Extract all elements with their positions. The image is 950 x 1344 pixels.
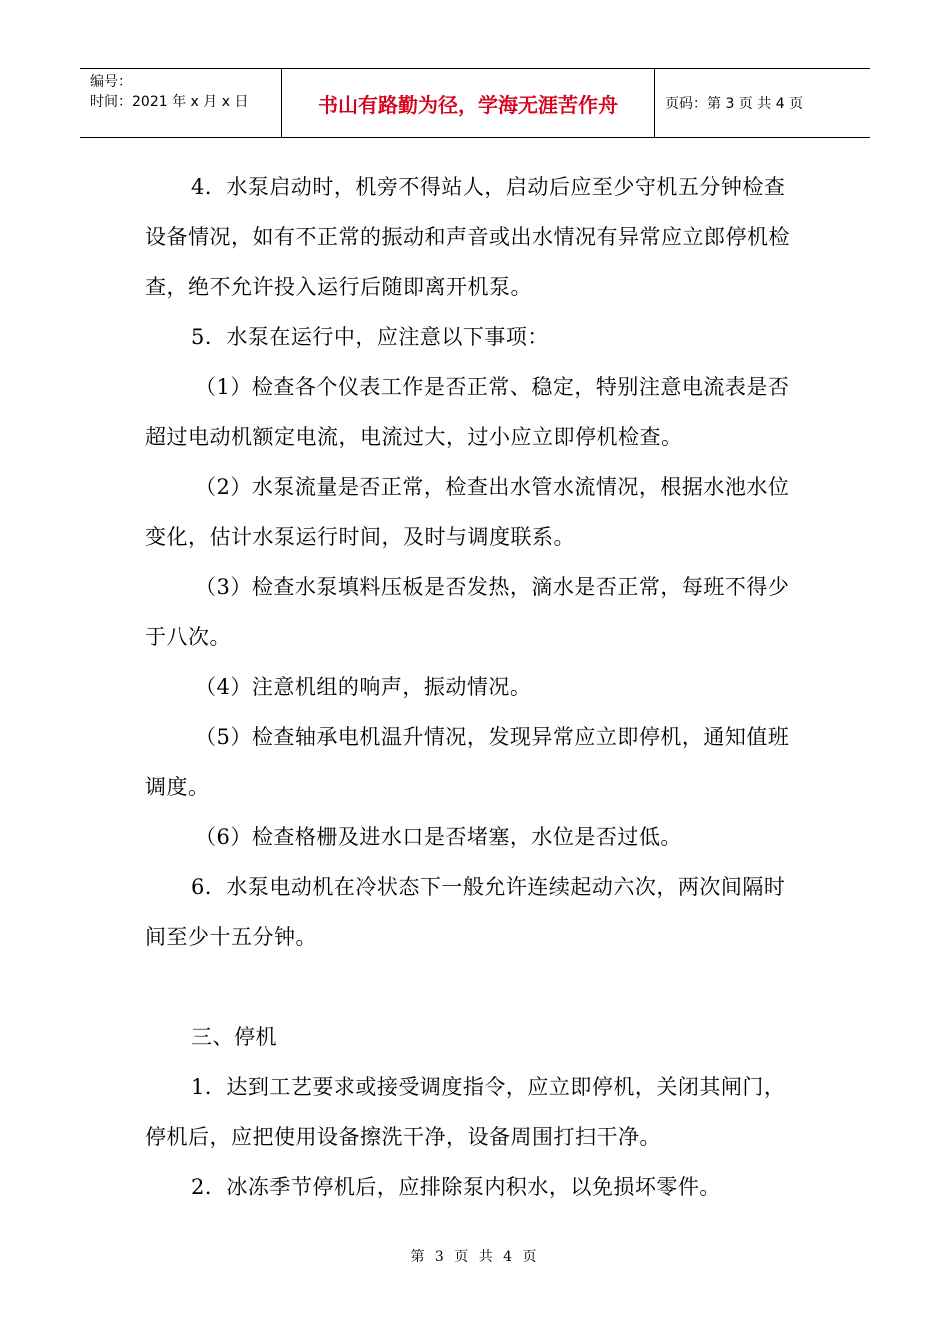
section-gap [145, 962, 805, 1012]
document-time-label: 时间：2021 年 x 月 x 日 [90, 94, 249, 110]
paragraph-item-5: 5．水泵在运行中，应注意以下事项： [191, 325, 549, 349]
header-page-info: 页码：第 3 页 共 4 页 [665, 96, 804, 112]
section-title: 三、停机 [191, 1025, 277, 1049]
sub-item-5: （5）检查轴承电机温升情况，发现异常应立即停机，通知值班调度。 [145, 725, 790, 799]
document-body [145, 162, 805, 1212]
sub-item-1: （1）检查各个仪表工作是否正常、稳定，特别注意电流表是否超过电动机额定电流，电流过大，过小应立即停机检查。 [145, 375, 790, 449]
sub-item-6: （6）检查格栅及进水口是否堵塞，水位是否过低。 [195, 825, 682, 849]
header-meta [80, 69, 282, 137]
sub-item-3: （3）检查水泵填料压板是否发热，滴水是否正常，每班不得少于八次。 [145, 575, 790, 649]
document-number-label: 编号： [90, 74, 132, 90]
header-motto: 书山有路勤为径，学海无涯苦作舟 [282, 69, 655, 137]
page-footer: 第 3 页 共 4 页 [410, 1249, 540, 1265]
sub-item-2: （2）水泵流量是否正常，检查出水管水流情况，根据水池水位变化，估计水泵运行时间，及时与调度联系。 [145, 475, 790, 549]
paragraph-item-6: 6．水泵电动机在冷状态下一般允许连续起动六次，两次间隔时间至少十五分钟。 [145, 875, 786, 949]
section-paragraph-2: 2．冰冻季节停机后，应排除泵内积水，以免损坏零件。 [191, 1175, 721, 1199]
page-header [80, 68, 870, 138]
sub-item-4: （4）注意机组的响声，振动情况。 [195, 675, 532, 699]
paragraph-item-4: 4．水泵启动时，机旁不得站人，启动后应至少守机五分钟检查设备情况，如有不正常的振动和声音或出水情况有异常应立郎停机检查，绝不允许投入运行后随即离开机泵。 [145, 175, 790, 299]
section-paragraph-1: 1．达到工艺要求或接受调度指令，应立即停机，关闭其闸门，停机后，应把使用设备擦洗干净，设备周围打扫干净。 [145, 1075, 786, 1149]
